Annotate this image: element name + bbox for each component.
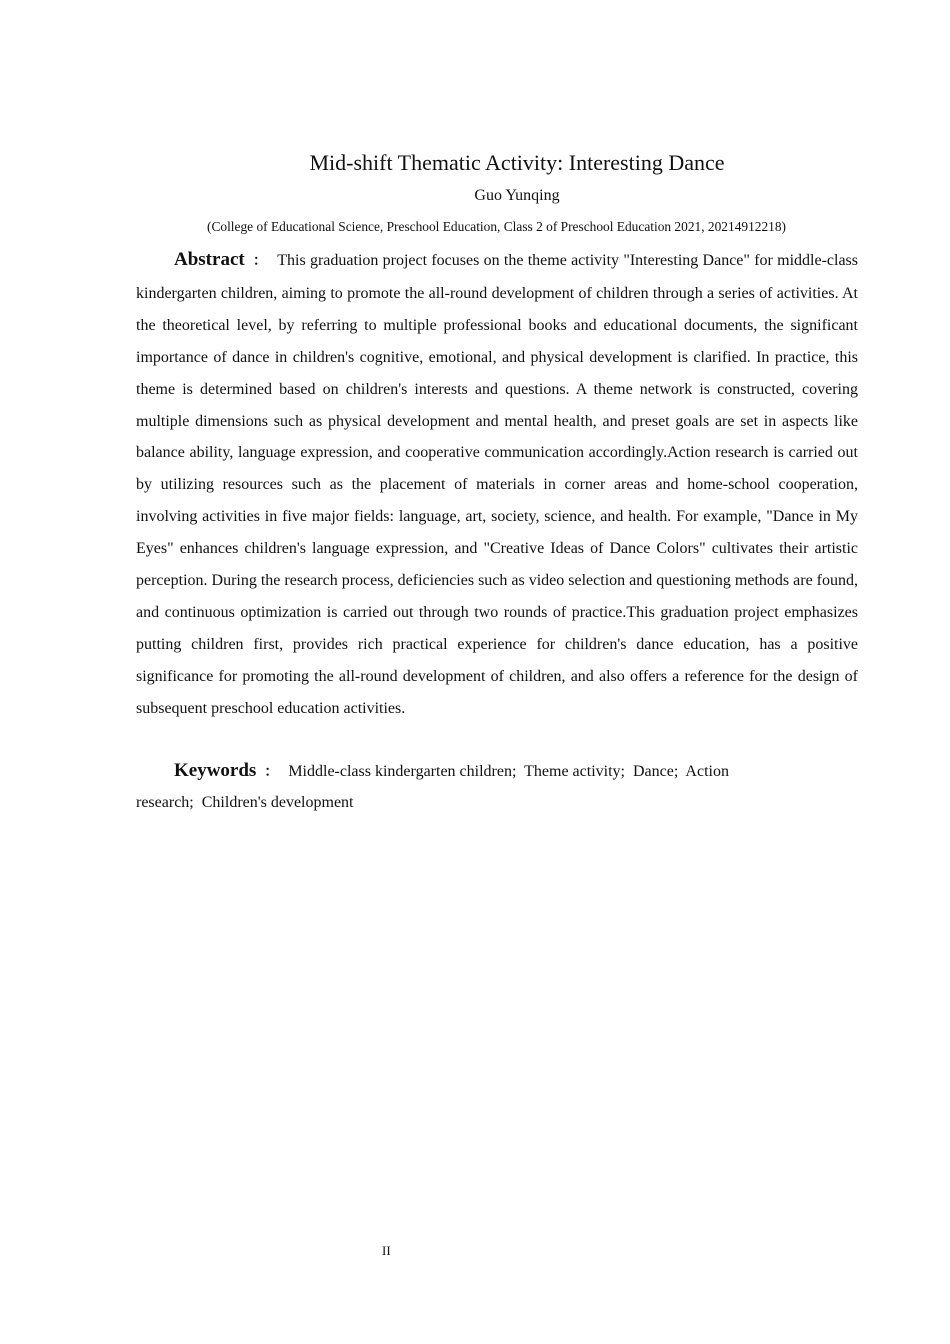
abstract-label: Abstract: [174, 249, 245, 270]
keyword-item: Middle-class kindergarten children: [288, 763, 512, 780]
abstract-label-colon: ：: [252, 254, 268, 269]
keyword-separator: ;: [189, 794, 202, 811]
keywords-paragraph: [136, 756, 858, 818]
author-affiliation: (College of Educational Science, Preschool Education, Class 2 of Preschool Education 2021, 20214912218): [207, 219, 787, 234]
abstract-paragraph: [136, 244, 858, 725]
keyword-separator: ;: [673, 763, 686, 780]
keyword-separator: ;: [620, 763, 633, 780]
keyword-item: Dance: [632, 763, 674, 780]
author-name: Guo Yunqing: [474, 187, 560, 204]
abstract-text: This graduation project focuses on the theme activity "Interesting Dance" for middle-class kindergarten children, aiming to promote the all-round development of children through a series of activities. At the theoretical level, by referring to multiple professional books and educational documents, the significant importance of dance in children's cognitive, emotional, and physical development is clarified. In practice, this theme is determined based on children's interests and questions. A theme network is constructed, covering multiple dimensions such as physical development and mental health, and preset goals are set in aspects like balance ability, language expression, and cooperative communication accordingly.Action research is carried out by utilizing resources such as the placement of materials in corner areas and home-school cooperation, involving activities in five major fields: language, art, society, science, and health. For example, "Dance in My Eyes" enhances children's language expression, and "Creative Ideas of Dance Colors" cultivates their artistic perception. During the research process, deficiencies such as video selection and questioning methods are found, and continuous optimization is carried out through two rounds of practice.This graduation project emphasizes putting children first, provides rich practical experience for children's dance education, has a positive significance for promoting the all-round development of children, and also offers a reference for the design of subsequent preschool education activities.: [136, 252, 859, 717]
keyword-item: Theme activity: [524, 763, 621, 780]
keywords-label: Keywords: [174, 760, 257, 781]
paper-title: Mid-shift Thematic Activity: Interesting Dance: [309, 150, 725, 175]
page-number: II: [382, 1243, 391, 1258]
keyword-item: Action research: [136, 763, 729, 811]
keyword-item: Children's development: [201, 794, 354, 811]
keywords-label-colon: ：: [264, 765, 279, 780]
keyword-separator: ;: [511, 763, 525, 780]
